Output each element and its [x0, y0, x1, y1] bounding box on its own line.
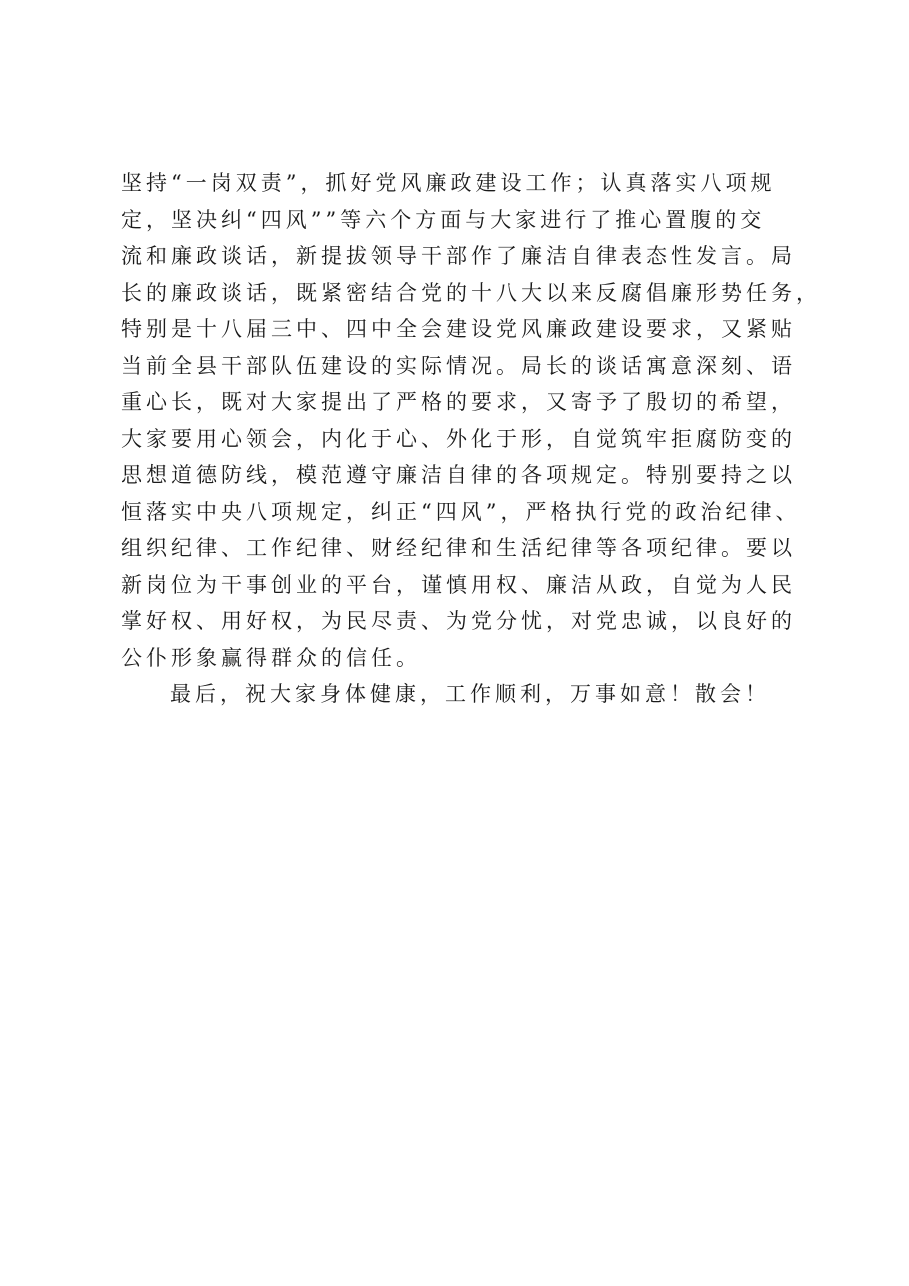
text-line: 定，坚决纠“四风””等六个方面与大家进行了推心置腹的交	[121, 207, 766, 232]
text-line: 恒落实中央八项规定，纠正“四风”，严格执行党的政治纪律、	[121, 499, 801, 524]
text-line: 思想道德防线，模范遵守廉洁自律的各项规定。特别要持之以	[121, 463, 796, 487]
paragraph-main	[121, 165, 841, 676]
text-line: 特别是十八届三中、四中全会建设党风廉政建设要求，又紧贴	[121, 317, 796, 341]
paragraph-closing	[121, 676, 841, 713]
text-line: 大家要用心领会，内化于心、外化于形，自觉筑牢拒腐防变的	[121, 426, 796, 451]
text-line: 新岗位为干事创业的平台，谨慎用权、廉洁从政，自觉为人民	[121, 572, 796, 597]
document-body	[121, 165, 841, 713]
closing-line: 最后，祝大家身体健康，工作顺利，万事如意！散会！	[170, 682, 770, 706]
text-line: 掌好权、用好权，为民尽责、为党分忧，对党忠诚，以良好的	[121, 609, 796, 633]
text-line: 重心长，既对大家提出了严格的要求，又寄予了殷切的希望，	[121, 390, 796, 414]
text-line: 公仆形象赢得群众的信任。	[121, 645, 421, 670]
text-line: 坚持“一岗双责”，抓好党风廉政建设工作；认真落实八项规	[121, 171, 776, 195]
text-line: 流和廉政谈话，新提拔领导干部作了廉洁自律表态性发言。局	[121, 244, 796, 268]
text-line: 组织纪律、工作纪律、财经纪律和生活纪律等各项纪律。要以	[121, 536, 796, 560]
text-line: 当前全县干部队伍建设的实际情况。局长的谈话寓意深刻、语	[121, 353, 796, 378]
text-line: 长的廉政谈话，既紧密结合党的十八大以来反腐倡廉形势任务，	[121, 280, 821, 305]
